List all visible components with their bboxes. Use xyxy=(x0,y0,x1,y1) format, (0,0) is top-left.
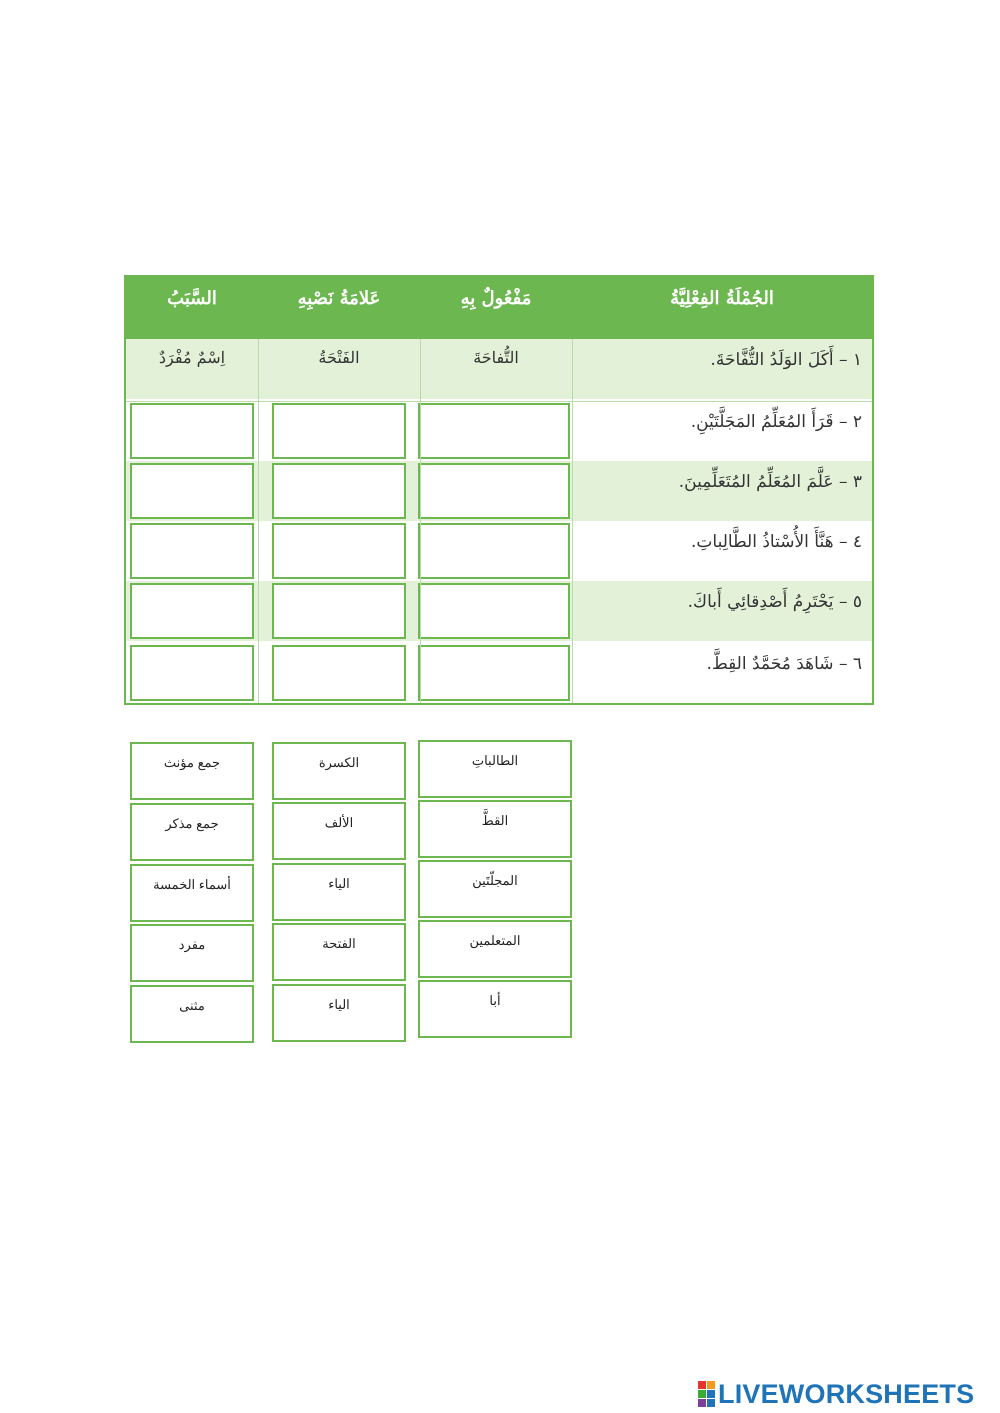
sign-tile[interactable]: الألف xyxy=(272,802,406,860)
table-row xyxy=(126,401,872,461)
sign-tile[interactable]: الياء xyxy=(272,863,406,921)
table-row xyxy=(126,581,872,641)
reason-drop-zone[interactable] xyxy=(130,463,254,519)
reason-tile[interactable]: جمع مذكر xyxy=(130,803,254,861)
row-sentence: ٦ – شَاهَدَ مُحَمَّدٌ القِطَّ. xyxy=(706,654,862,674)
column-divider xyxy=(572,339,573,703)
object-tile[interactable]: القطَّ xyxy=(418,800,572,858)
sign-drop-zone[interactable] xyxy=(272,403,406,459)
object-tile[interactable]: الطالباتِ xyxy=(418,740,572,798)
row-sentence: ٢ – قَرَأَ المُعَلِّمُ المَجَلَّتَيْنِ. xyxy=(690,412,862,432)
sign-drop-zone[interactable] xyxy=(272,463,406,519)
reason-tile[interactable]: أسماء الخمسة xyxy=(130,864,254,922)
row-sentence: ٥ – يَحْتَرِمُ أَصْدِقائِي أَباكَ. xyxy=(687,592,862,612)
liveworksheets-logo xyxy=(698,1379,974,1409)
reason-tile[interactable]: مثنى xyxy=(130,985,254,1043)
brand-name: LIVEWORKSHEETS xyxy=(718,1378,975,1409)
exercise-table xyxy=(124,275,874,705)
row-sentence: ٣ – عَلَّمَ المُعَلِّمُ المُتَعَلِّمِينَ. xyxy=(678,472,862,492)
object-drop-zone[interactable] xyxy=(418,583,570,639)
sign-tile[interactable]: الفتحة xyxy=(272,923,406,981)
sign-drop-zone[interactable] xyxy=(272,645,406,701)
sign-tile[interactable]: الياء xyxy=(272,984,406,1042)
column-divider xyxy=(420,339,421,703)
table-header xyxy=(126,277,872,339)
header-reason: السَّبَبُ xyxy=(167,288,217,309)
object-drop-zone[interactable] xyxy=(418,645,570,701)
object-tile[interactable]: المجلّتَين xyxy=(418,860,572,918)
sign-drop-zone[interactable] xyxy=(272,523,406,579)
sign-tile[interactable]: الكسرة xyxy=(272,742,406,800)
header-sign: عَلامَةُ نَصْبِهِ xyxy=(297,288,381,309)
example-object: التُّفاحَةَ xyxy=(473,348,519,367)
reason-drop-zone[interactable] xyxy=(130,583,254,639)
reason-tile[interactable]: جمع مؤنث xyxy=(130,742,254,800)
table-row-example xyxy=(126,339,872,399)
reason-tile[interactable]: مفرد xyxy=(130,924,254,982)
reason-drop-zone[interactable] xyxy=(130,645,254,701)
object-drop-zone[interactable] xyxy=(418,523,570,579)
table-row xyxy=(126,521,872,581)
table-row xyxy=(126,461,872,521)
object-tile[interactable]: المتعلمين xyxy=(418,920,572,978)
row-divider xyxy=(126,401,872,402)
object-drop-zone[interactable] xyxy=(418,403,570,459)
header-object: مَفْعُولٌ بِهِ xyxy=(460,288,532,309)
header-sentence: الجُمْلَةُ الفِعْلِيَّةُ xyxy=(670,288,774,309)
reason-drop-zone[interactable] xyxy=(130,403,254,459)
object-tile[interactable]: أبا xyxy=(418,980,572,1038)
column-divider xyxy=(258,339,259,703)
reason-drop-zone[interactable] xyxy=(130,523,254,579)
example-reason: اِسْمٌ مُفْرَدٌ xyxy=(158,348,226,367)
sign-drop-zone[interactable] xyxy=(272,583,406,639)
row-sentence: ٤ – هَنَّأَ الأُسْتاذُ الطَّالِباتِ. xyxy=(691,532,862,552)
brand-mark-icon xyxy=(698,1381,715,1407)
object-drop-zone[interactable] xyxy=(418,463,570,519)
table-row xyxy=(126,643,872,703)
example-sign: الفَتْحَةُ xyxy=(318,348,360,367)
example-sentence: ١ – أَكَلَ الوَلَدُ التُّفَّاحَةَ. xyxy=(710,350,862,370)
